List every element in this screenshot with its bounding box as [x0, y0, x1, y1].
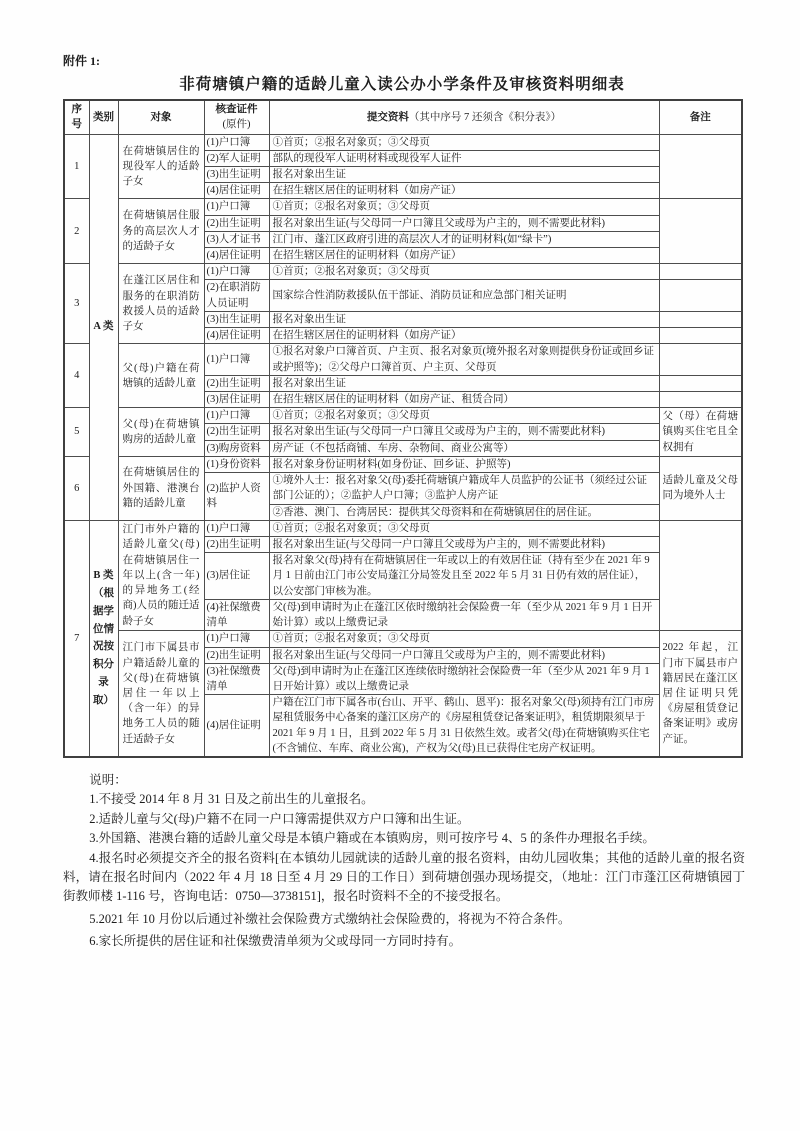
material-cell: 在招生辖区居住的证明材料（如房产证） — [269, 328, 659, 344]
header-remark: 备注 — [659, 100, 742, 134]
seq-cell: 2 — [64, 199, 89, 264]
material-cell: 报名对象出生证 — [269, 166, 659, 182]
seq-cell: 4 — [64, 344, 89, 408]
remark-cell — [659, 392, 742, 408]
material-cell: 部队的现役军人证明材料或现役军人证件 — [269, 150, 659, 166]
material-cell: ①首页；②报名对象页；③父母页 — [269, 134, 659, 150]
material-cell: 在招生辖区居住的证明材料（如房产证） — [269, 183, 659, 199]
doc-cell: (4)社保缴费清单 — [204, 599, 269, 630]
remark-cell — [659, 520, 742, 631]
material-cell: 在招生辖区居住的证明材料（如房产证、租赁合同） — [269, 392, 659, 408]
target-cell: 父(母)在荷塘镇购房的适龄儿童 — [118, 408, 204, 457]
doc-cell: (3)社保缴费清单 — [204, 663, 269, 694]
seq-cell: 6 — [64, 456, 89, 520]
doc-cell: (4)居住证明 — [204, 328, 269, 344]
remark-cell: 适龄儿童及父母同为境外人士 — [659, 456, 742, 520]
doc-cell: (2)在职消防人员证明 — [204, 280, 269, 311]
seq-cell: 7 — [64, 520, 89, 757]
table-row — [64, 264, 742, 280]
remark-cell: 2022 年起，江门市下属县市户籍居民在蓬江区居住证明只凭《房屋租赁登记备案证明》或房产证。 — [659, 631, 742, 757]
doc-cell: (4)居住证明 — [204, 248, 269, 264]
header-materials — [269, 100, 659, 134]
notes-section — [63, 771, 745, 951]
note-item: 3.外国籍、港澳台籍的适龄儿童父母是本镇户籍或在本镇购房，则可按序号 4、5 的条件办理报名手续。 — [89, 831, 655, 846]
remark-cell — [659, 375, 742, 391]
page-title: 非荷塘镇户籍的适龄儿童入读公办小学条件及审核资料明细表 — [179, 76, 625, 93]
doc-cell: (2)出生证明 — [204, 647, 269, 663]
material-cell: 报名对象出生证 — [269, 375, 659, 391]
target-cell: 在蓬江区居住和服务的在职消防救援人员的适龄子女 — [118, 264, 204, 344]
remark-cell: 父（母）在荷塘镇购买住宅且全权拥有 — [659, 408, 742, 457]
target-cell: 在荷塘镇居住的外国籍、港澳台籍的适龄儿童 — [118, 456, 204, 520]
material-cell: 报名对象出生证(与父母同一户口簿且父或母为户主的，则不需要此材料) — [269, 647, 659, 663]
attachment-label: 附件 1: — [63, 54, 100, 68]
category-b-cell: B 类（根据学位情况按积分录取） — [89, 520, 118, 757]
table-row — [64, 631, 742, 647]
material-cell: ①首页；②报名对象页；③父母页 — [269, 408, 659, 424]
doc-cell: (1)户口簿 — [204, 134, 269, 150]
doc-cell: (1)户口簿 — [204, 199, 269, 215]
table-row — [64, 456, 742, 472]
note-item: 5.2021 年 10 月份以后通过补缴社会保险费方式缴纳社会保险费的，将视为不符合条件。 — [89, 911, 571, 926]
doc-cell: (1)户口簿 — [204, 264, 269, 280]
material-cell: 父(母)到申请时为止在蓬江区连续依时缴纳社会保险费一年（至少从 2021 年 9 月 1 日开始计算）或以上缴费记录 — [269, 663, 659, 694]
seq-cell: 3 — [64, 264, 89, 344]
table-row — [64, 520, 742, 536]
note-item: 2.适龄儿童与父(母)户籍不在同一户口簿需提供双方户口簿和出生证。 — [89, 811, 470, 826]
header-materials-main: 提交资料 — [366, 111, 409, 123]
category-a-cell: A 类 — [89, 134, 118, 520]
doc-cell: (1)身份资料 — [204, 456, 269, 472]
material-cell: 父(母)到申请时为止在蓬江区依时缴纳社会保险费一年（至少从 2021 年 9 月 1 日开始计算）或以上缴费记录 — [269, 599, 659, 630]
doc-cell: (2)军人证明 — [204, 150, 269, 166]
note-item: 4.报名时必须提交齐全的报名资料[在本镇幼儿园就读的适龄儿童的报名资料，由幼儿园收集；其他的适龄儿童的报名资料，请在报名时间内（2022 年 4 月 18 日至 4 月 29 日的工作日）到荷塘创强办现场提交，（地址：江门市蓬江区荷塘镇园丁街教师楼 1-116 号，咨询电话：0750—3738151]，报名时资料不全的不接受报名。 — [63, 850, 745, 904]
material-cell: 户籍在江门市下属各市(台山、开平、鹤山、恩平)：报名对象父(母)须持有江门市房屋租赁服务中心备案的蓬江区房产的《房屋租赁登记备案证明》，租赁期限须早于 2021 年 9 月 1 日，且到 2022 年 5 月 31 日依然生效。或者父(母)在荷塘镇购买住宅(不含铺位、车库、商业公寓)，产权为父(母)且已获得住宅房产权证明。 — [269, 695, 659, 757]
doc-cell: (1)户口簿 — [204, 520, 269, 536]
doc-cell: (3)出生证明 — [204, 166, 269, 182]
note-item: 1.不接受 2014 年 8 月 31 日及之前出生的儿童报名。 — [89, 792, 374, 807]
note-item: 6.家长所提供的居住证和社保缴费清单须为父或母同一方同时持有。 — [89, 934, 462, 949]
target-cell: 在荷塘镇居住服务的高层次人才的适龄子女 — [118, 199, 204, 264]
conditions-table — [63, 99, 743, 758]
header-document — [204, 100, 269, 134]
seq-cell: 5 — [64, 408, 89, 457]
header-target: 对象 — [118, 100, 204, 134]
header-seq: 序号 — [64, 100, 89, 134]
table-row — [64, 199, 742, 215]
material-cell: 报名对象出生证(与父母同一户口簿且父或母为户主的，则不需要此材料) — [269, 424, 659, 440]
table-row — [64, 344, 742, 375]
doc-cell: (3)人才证书 — [204, 231, 269, 247]
remark-cell — [659, 344, 742, 375]
doc-cell: (4)居住证明 — [204, 695, 269, 757]
doc-cell: (3)出生证明 — [204, 311, 269, 327]
material-cell: ①首页；②报名对象页；③父母页 — [269, 264, 659, 280]
doc-cell: (3)居住证明 — [204, 392, 269, 408]
header-materials-note: （其中序号 7 还须含《积分表》） — [408, 111, 562, 123]
material-cell: 报名对象出生证(与父母同一户口簿且父或母为户主的，则不需要此材料) — [269, 536, 659, 552]
remark-cell — [659, 264, 742, 280]
material-cell: ①首页；②报名对象页；③父母页 — [269, 631, 659, 647]
target-cell: 江门市下属县市户籍适龄儿童的父(母)在荷塘镇居住一年以上（含一年）的异地务工人员的随迁适龄子女 — [118, 631, 204, 757]
remark-cell — [659, 311, 742, 327]
doc-cell: (2)出生证明 — [204, 424, 269, 440]
material-cell: 报名对象出生证(与父母同一户口簿且父或母为户主的，则不需要此材料) — [269, 215, 659, 231]
notes-label: 说明： — [89, 773, 127, 788]
target-cell: 江门市外户籍的适龄儿童父(母)在荷塘镇居住一年以上(含一年)的异地务工(经商)人员的随迁适龄子女 — [118, 520, 204, 631]
material-cell: ①报名对象户口簿首页、户主页、报名对象页(境外报名对象则提供身份证或回乡证或护照等)；②父母户口簿首页、户主页、父母页 — [269, 344, 659, 375]
doc-cell: (3)购房资料 — [204, 440, 269, 456]
material-cell: 报名对象身份证明材料(如身份证、回乡证、护照等) — [269, 456, 659, 472]
material-cell: ①境外人士：报名对象父(母)委托荷塘镇户籍成年人员监护的公证书（须经过公证部门公证的）；②监护人户口簿；③监护人房产证 — [269, 473, 659, 504]
material-cell: 江门市、蓬江区政府引进的高层次人才的证明材料(如“绿卡”) — [269, 231, 659, 247]
remark-cell — [659, 328, 742, 344]
target-cell: 父(母)户籍在荷塘镇的适龄儿童 — [118, 344, 204, 408]
material-cell: 国家综合性消防救援队伍干部证、消防员证和应急部门相关证明 — [269, 280, 659, 311]
remark-cell — [659, 199, 742, 264]
material-cell: 房产证（不包括商铺、车房、杂物间、商业公寓等） — [269, 440, 659, 456]
doc-cell: (2)出生证明 — [204, 536, 269, 552]
doc-cell: (2)出生证明 — [204, 375, 269, 391]
remark-cell — [659, 134, 742, 199]
table-row — [64, 134, 742, 150]
material-cell: ②香港、澳门、台湾居民：提供其父母资料和在荷塘镇居住的居住证。 — [269, 504, 659, 520]
table-row — [64, 408, 742, 424]
doc-cell: (2)出生证明 — [204, 215, 269, 231]
doc-cell: (1)户口簿 — [204, 344, 269, 375]
table-header-row — [64, 100, 742, 134]
doc-cell: (1)户口簿 — [204, 408, 269, 424]
seq-cell: 1 — [64, 134, 89, 199]
material-cell: ①首页；②报名对象页；③父母页 — [269, 520, 659, 536]
doc-cell: (3)居住证 — [204, 553, 269, 600]
material-cell: 报名对象出生证 — [269, 311, 659, 327]
remark-cell — [659, 280, 742, 311]
target-cell: 在荷塘镇居住的现役军人的适龄子女 — [118, 134, 204, 199]
material-cell: 在招生辖区居住的证明材料（如房产证） — [269, 248, 659, 264]
header-category: 类别 — [89, 100, 118, 134]
material-cell: 报名对象父(母)持有在荷塘镇居住一年或以上的有效居住证（持有至少在 2021 年 9 月 1 日前由江门市公安局蓬江分局签发且至 2022 年 5 月 31 日仍有效的居住证），以公安部门审核为准。 — [269, 553, 659, 600]
doc-cell: (4)居住证明 — [204, 183, 269, 199]
material-cell: ①首页；②报名对象页；③父母页 — [269, 199, 659, 215]
doc-cell: (1)户口簿 — [204, 631, 269, 647]
header-document-line2: (原件) — [222, 119, 251, 131]
header-document-line1: 核查证件 — [215, 104, 258, 116]
doc-cell: (2)监护人资料 — [204, 473, 269, 521]
